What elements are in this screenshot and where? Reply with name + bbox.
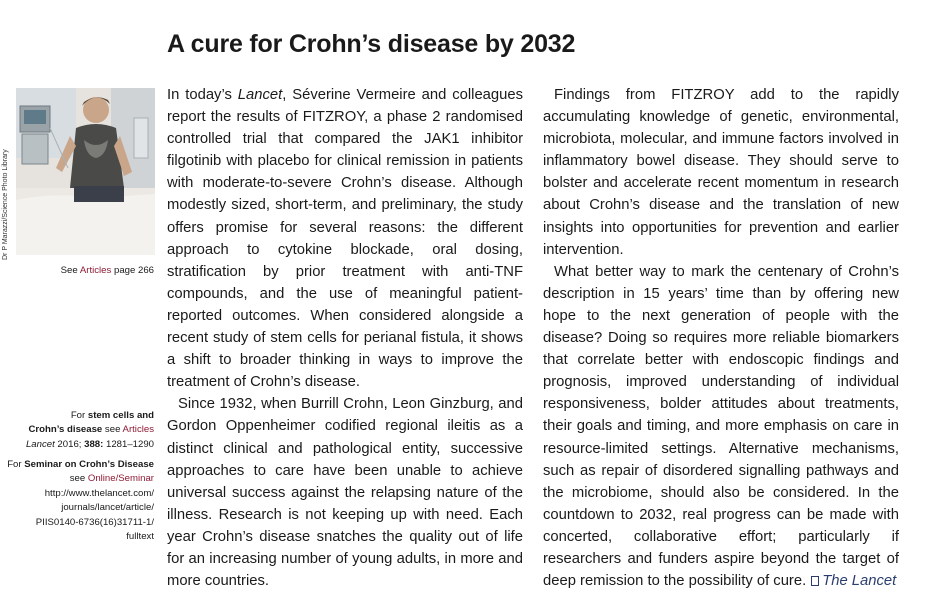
citation-year: 2016; — [54, 438, 85, 450]
article-column-1 — [167, 84, 523, 592]
end-mark-icon — [811, 576, 819, 586]
stem-cells-note — [0, 409, 154, 452]
signature: The Lancet — [822, 573, 897, 590]
journal-name: Lancet — [25, 438, 55, 450]
citation-pages: 1281–1290 — [103, 438, 154, 450]
seminar-url-line2[interactable]: journals/lancet/article/ — [61, 502, 154, 514]
seminar-note — [0, 458, 154, 544]
seminar-url-line1[interactable]: http://www.thelancet.com/ — [44, 487, 154, 499]
p1-intro: In today’s — [167, 87, 238, 103]
see-articles-suffix: page 266 — [111, 265, 154, 276]
see-articles-prefix: See — [60, 265, 80, 276]
patient-photo-illustration — [16, 88, 155, 255]
seminar-url-line3[interactable]: PIIS0140-6736(16)31711-1/ — [35, 516, 154, 528]
stem-cells-articles-link[interactable]: Articles — [122, 424, 154, 436]
articles-link[interactable]: Articles — [79, 265, 112, 276]
seminar-prefix: For — [7, 459, 25, 470]
citation-volume: 388: — [84, 438, 104, 450]
stem-cells-prefix: For — [70, 410, 88, 421]
seminar-see: see — [69, 473, 88, 485]
seminar-topic: Seminar on Crohn’s Disease — [24, 459, 154, 470]
p1-journal: Lancet — [237, 87, 283, 103]
article-photo — [16, 88, 155, 255]
seminar-url-line4[interactable]: fulltext — [126, 531, 154, 543]
paragraph-3: Findings from FITZROY add to the rapidly accumulating knowledge of genetic, environmental, microbiota, molecular, and immune factors involved in inflammatory bowel disease. They should serve to bolster and accelerate recent momentum in research about Crohn’s disease and the translation of new insights into opportunities for prevention and earlier intervention. — [543, 87, 899, 258]
article-column-2 — [543, 84, 899, 592]
paragraph-4 — [543, 261, 899, 592]
photo-credit: Dr P Marazzi/Science Photo Library — [2, 149, 9, 260]
p4-body: What better way to mark the centenary of Crohn’s description in 15 years’ time than by offering new hope to the next generation of people with the disease? Doing so requires more reliable biomarkers that correlate better with endoscopic findings and prognosis, improved understanding of individual responsiveness, bolder attitudes about treatments, their goals and timing, and more emphasis on care in resource-limited settings. Alternative mechanisms, such as repair of disordered signalling pathways and the microbiome, should also be considered. In the countdown to 2032, real progress can be made with concerted, collaborative effort; particularly if researchers and funders aspire beyond the target of deep remission to the possibility of cure. — [543, 263, 899, 590]
paragraph-2: Since 1932, when Burrill Crohn, Leon Ginzburg, and Gordon Oppenheimer codified regional ileitis as a distinct clinical and pathological entity, successive approaches to care have been unable to achieve universal success against the relapsing nature of the illness. Research is not keeping up with need. Each year Crohn’s disease snatches the quality out of life for an increasing number of young adults, in more and more countries. — [167, 396, 523, 590]
p1-body: , Séverine Vermeire and colleagues report the results of FITZROY, a phase 2 randomised controlled trial that compared the JAK1 inhibitor filgotinib with placebo for clinical remission in patients with moderate-to-severe Crohn’s disease. Although modestly sized, short-term, and preliminary, the study offers promise for several reasons: the different approach to cytokine blockade, oral dosing, stratification by prior treatment with anti-TNF compounds, and the use of meaningful patient-reported outcomes. When considered alongside a recent study of stem cells for perianal fistula, it shows a shift to broader thinking in ways to improve the treatment of Crohn’s disease. — [167, 87, 523, 391]
see-articles-note — [61, 264, 154, 278]
article-title: A cure for Crohn’s disease by 2032 — [167, 30, 576, 58]
paragraph-1 — [167, 84, 523, 393]
online-seminar-link[interactable]: Online/Seminar — [87, 473, 154, 485]
stem-cells-topic: stem cells and — [87, 410, 154, 421]
stem-cells-see: see — [102, 424, 123, 436]
crohns-topic: Crohn’s disease — [28, 424, 103, 436]
